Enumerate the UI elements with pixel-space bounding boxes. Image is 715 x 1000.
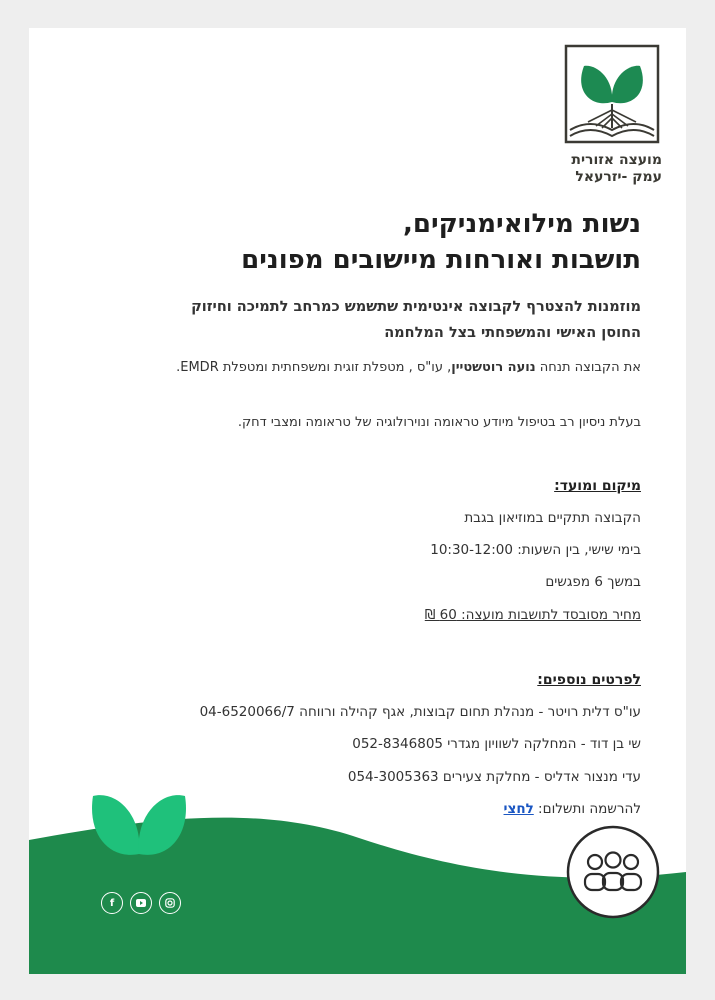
youtube-icon[interactable] — [130, 892, 152, 914]
logo-line-2: עמק -יזרעאל — [575, 169, 662, 185]
location-place: הקבוצה תתקיים במוזיאון בגבת — [464, 510, 641, 526]
location-price: מחיר מסובסד לתושבות מועצה: 60 ₪ — [424, 607, 641, 623]
location-heading: מיקום ומועד: — [554, 478, 641, 494]
instagram-icon[interactable] — [159, 892, 181, 914]
sprout-leaf-icon — [87, 768, 191, 856]
contact-2: שי בן דוד - המחלקה לשוויון מגדרי 052-8346805 — [352, 736, 641, 752]
facilitator-intro: את הקבוצה תנחה — [535, 360, 641, 375]
council-logo — [562, 44, 662, 186]
contact-3: עדי מנצור אדליס - מחלקת צעירים 054-3005363 — [347, 769, 641, 785]
facilitator-name: נועה רוטשטיין — [451, 360, 536, 375]
subtitle-line-1: מוזמנות להצטרף לקבוצה אינטימית שתשמש כמרחב לתמיכה וחיזוק — [191, 299, 641, 315]
facilitator-paragraph — [51, 358, 641, 377]
location-sessions: במשך 6 מפגשים — [545, 574, 641, 590]
contact-1: עו"ס דלית רויטר - מנהלת תחום קבוצות, אגף קהילה ורווחה 04-6520066/7 — [199, 704, 641, 720]
registration-label: להרשמה ותשלום: — [533, 801, 641, 817]
facebook-icon[interactable]: f — [101, 892, 123, 914]
social-links — [101, 892, 181, 914]
flyer-subtitle — [51, 294, 641, 346]
logo-line-1: מועצה אזורית — [571, 152, 662, 168]
experience-paragraph: בעלת ניסיון רב בטיפול מיודע טראומה ונוירולוגיה של טראומה ומצבי דחק. — [237, 415, 641, 430]
book-leaf-logo-icon — [562, 44, 662, 144]
flyer-page — [29, 28, 686, 974]
subtitle-line-2: החוסן האישי והמשפחתי בצל המלחמה — [384, 325, 641, 341]
location-time: בימי שישי, בין השעות: 10:30-12:00 — [430, 542, 641, 558]
people-group-icon — [565, 824, 661, 920]
details-heading: לפרטים נוספים: — [537, 672, 641, 688]
logo-text — [562, 152, 662, 186]
registration-link[interactable]: לחצי — [503, 801, 534, 817]
title-line-1: נשות מילואימניקים, — [403, 209, 641, 239]
flyer-title — [81, 206, 641, 278]
title-line-2: תושבות ואורחות מיישובים מפונים — [241, 245, 641, 275]
facilitator-credentials: , עו"ס , מטפלת זוגית ומשפחתית ומטפלת EMDR. — [176, 360, 452, 375]
